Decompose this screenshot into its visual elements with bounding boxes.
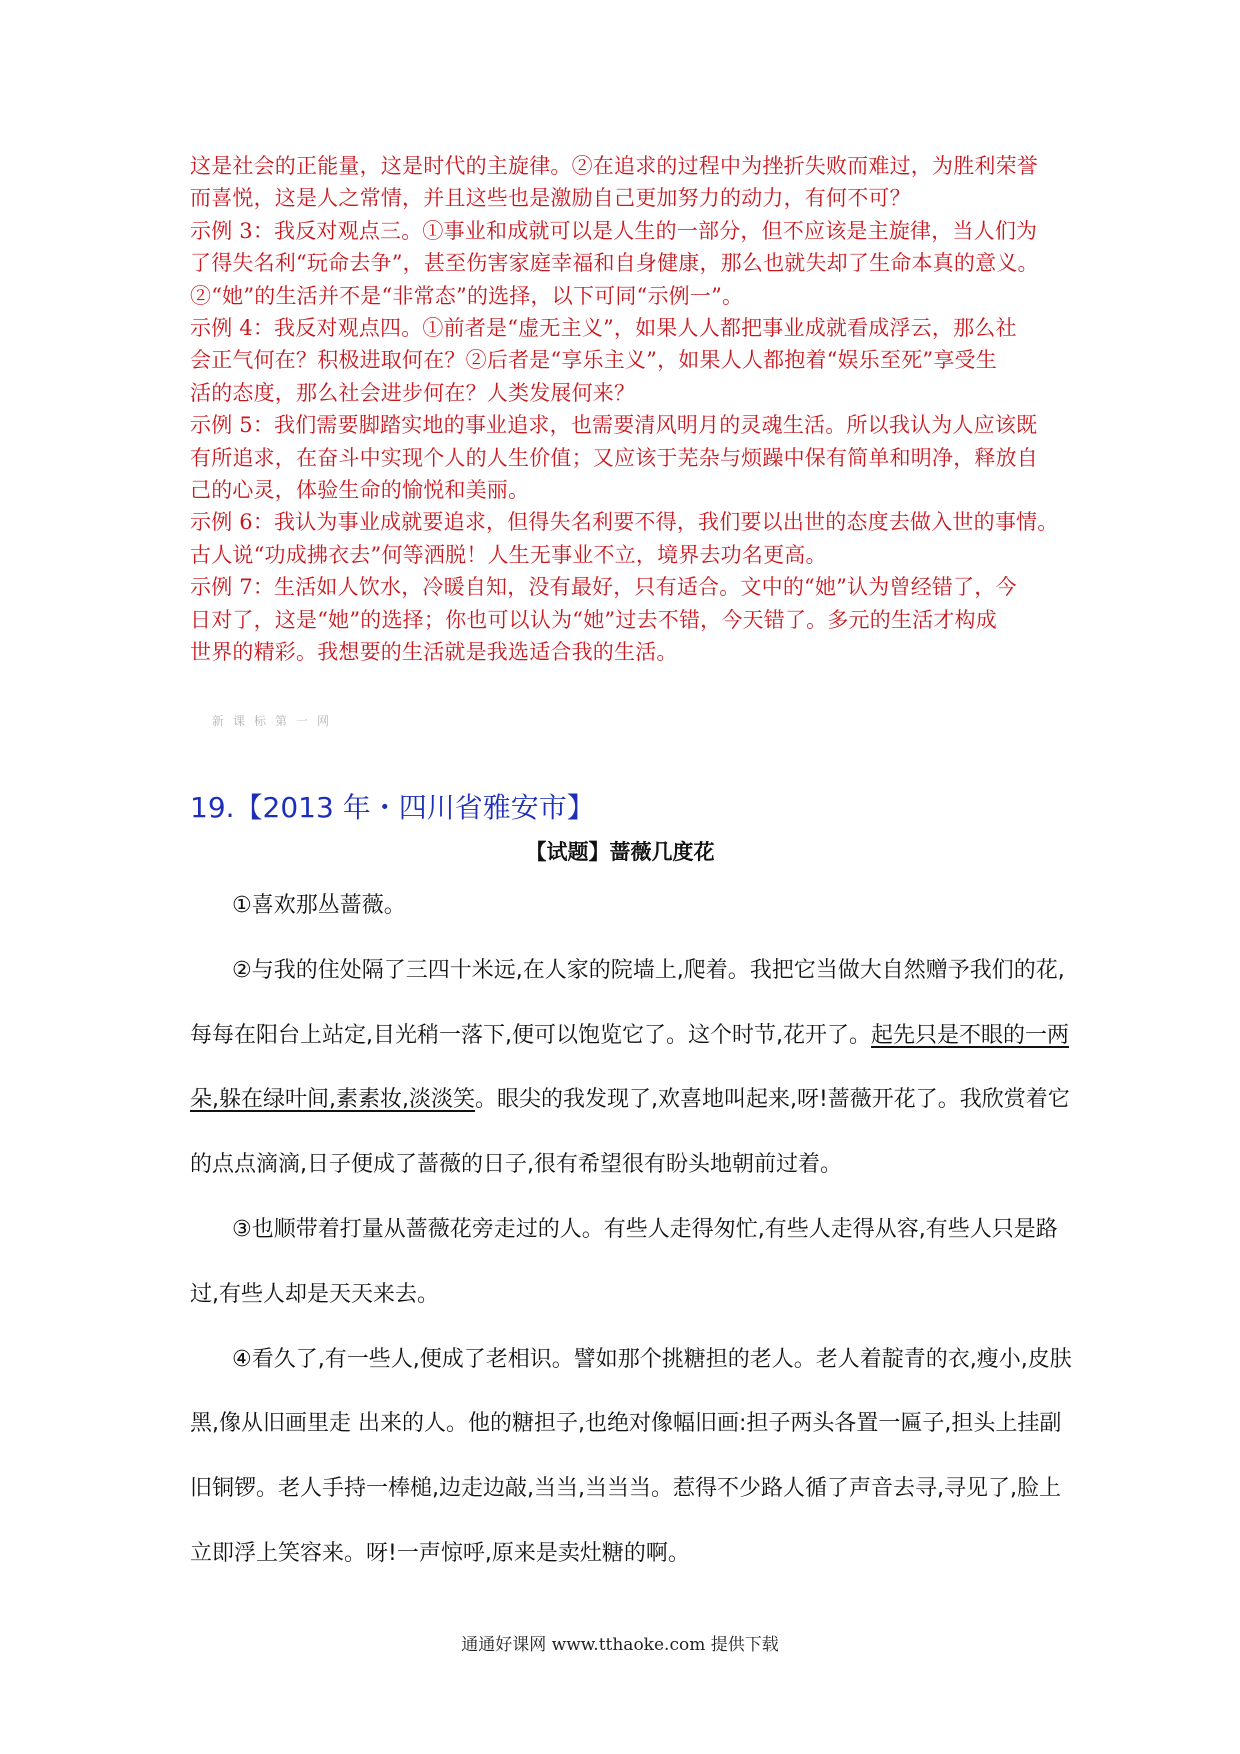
- paragraph-text: 。眼尖的我发现了,欢喜地叫起来,呀!蔷薇开花了。我欣赏着它: [474, 1087, 1070, 1113]
- answer-line: 日对了，这是“她”的选择；你也可以认为“她”过去不错，今天错了。多元的生活才构成: [190, 607, 997, 632]
- paragraph-line: [190, 1004, 1069, 1069]
- paragraph-line: ①喜欢那丛蔷薇。: [232, 893, 406, 918]
- answer-line: 示例 6：我认为事业成就要追求，但得失名利要不得，我们要以出世的态度去做入世的事情。: [190, 510, 1059, 535]
- answer-line: ②“她”的生活并不是“非常态”的选择，以下可同“示例一”。: [190, 283, 744, 308]
- answer-line: 示例 5：我们需要脚踏实地的事业追求，也需要清风明月的灵魂生活。所以我认为人应该既: [190, 413, 1038, 438]
- answer-examples: [190, 150, 1062, 669]
- answer-line: 示例 4：我反对观点四。①前者是“虚无主义”，如果人人都把事业成就看成浮云，那么社: [190, 316, 1017, 341]
- paragraph-line: 黑,像从旧画里走 出来的人。他的糖担子,也绝对像幅旧画:担子两头各置一匾子,担头上挂副: [190, 1411, 1062, 1437]
- paragraph-line: 过,有些人却是天天来去。: [190, 1281, 439, 1307]
- answer-line: 己的心灵，体验生命的愉悦和美丽。: [190, 478, 530, 503]
- underlined-phrase: 朵,躲在绿叶间,素素妆,淡淡笑: [190, 1087, 475, 1113]
- answer-line: 示例 3：我反对观点三。①事业和成就可以是人生的一部分，但不应该是主旋律，当人们为: [190, 218, 1038, 243]
- answer-line: 会正气何在？积极进取何在？②后者是“享乐主义”，如果人人都抱着“娱乐至死”享受生: [190, 348, 997, 373]
- paragraph-line: 的点点滴滴,日子便成了蔷薇的日子,很有希望很有盼头地朝前过着。: [190, 1152, 842, 1178]
- answer-line: 这是社会的正能量，这是时代的主旋律。②在追求的过程中为挫折失败而难过，为胜利荣誉: [190, 154, 1038, 178]
- article-title: 【试题】蔷薇几度花: [525, 840, 715, 864]
- underlined-phrase: 起先只是不眼的一两: [870, 1022, 1069, 1048]
- answer-line: 有所追求，在奋斗中实现个人的人生价值；又应该于芜杂与烦躁中保有简单和明净，释放自: [190, 445, 1038, 470]
- paragraph-line: ②与我的住处隔了三四十米远,在人家的院墙上,爬着。我把它当做大自然赠予我们的花,: [232, 957, 1065, 983]
- question-heading: 19.【2013 年・四川省雅安市】: [190, 791, 595, 824]
- paragraph-text: 每每在阳台上站定,目光稍一落下,便可以饱览它了。这个时节,花开了。: [190, 1022, 871, 1048]
- answer-line: 而喜悦，这是人之常情，并且这些也是激励自己更加努力的动力，有何不可？: [190, 186, 911, 211]
- watermark: 新课标第一网: [212, 714, 339, 728]
- answer-line: 世界的精彩。我想要的生活就是我选适合我的生活。: [190, 640, 678, 665]
- answer-line: 了得失名利“玩命去争”，甚至伤害家庭幸福和自身健康，那么也就失却了生命本真的意义。: [190, 251, 1039, 276]
- paragraph-line: [190, 1068, 1070, 1133]
- answer-line: 古人说“功成拂衣去”何等洒脱！人生无事业不立，境界去功名更高。: [190, 542, 827, 567]
- paragraph-line: 立即浮上笑容来。呀!一声惊呼,原来是卖灶糖的啊。: [190, 1540, 690, 1566]
- answer-line: 示例 7：生活如人饮水，冷暖自知，没有最好，只有适合。文中的“她”认为曾经错了，今: [190, 575, 1017, 600]
- paragraph-line: 旧铜锣。老人手持一棒槌,边走边敲,当当,当当当。惹得不少路人循了声音去寻,寻见了,脸上: [190, 1476, 1061, 1502]
- page-footer: 通通好课网 www.tthaoke.com 提供下载: [461, 1635, 779, 1655]
- article-body: [190, 874, 1072, 1587]
- paragraph-line: ④看久了,有一些人,便成了老相识。譬如那个挑糖担的老人。老人着靛青的衣,瘦小,皮肤: [232, 1346, 1072, 1372]
- answer-line: 活的态度，那么社会进步何在？人类发展何来？: [190, 380, 636, 405]
- paragraph-line: ③也顺带着打量从蔷薇花旁走过的人。有些人走得匆忙,有些人走得从容,有些人只是路: [232, 1216, 1058, 1242]
